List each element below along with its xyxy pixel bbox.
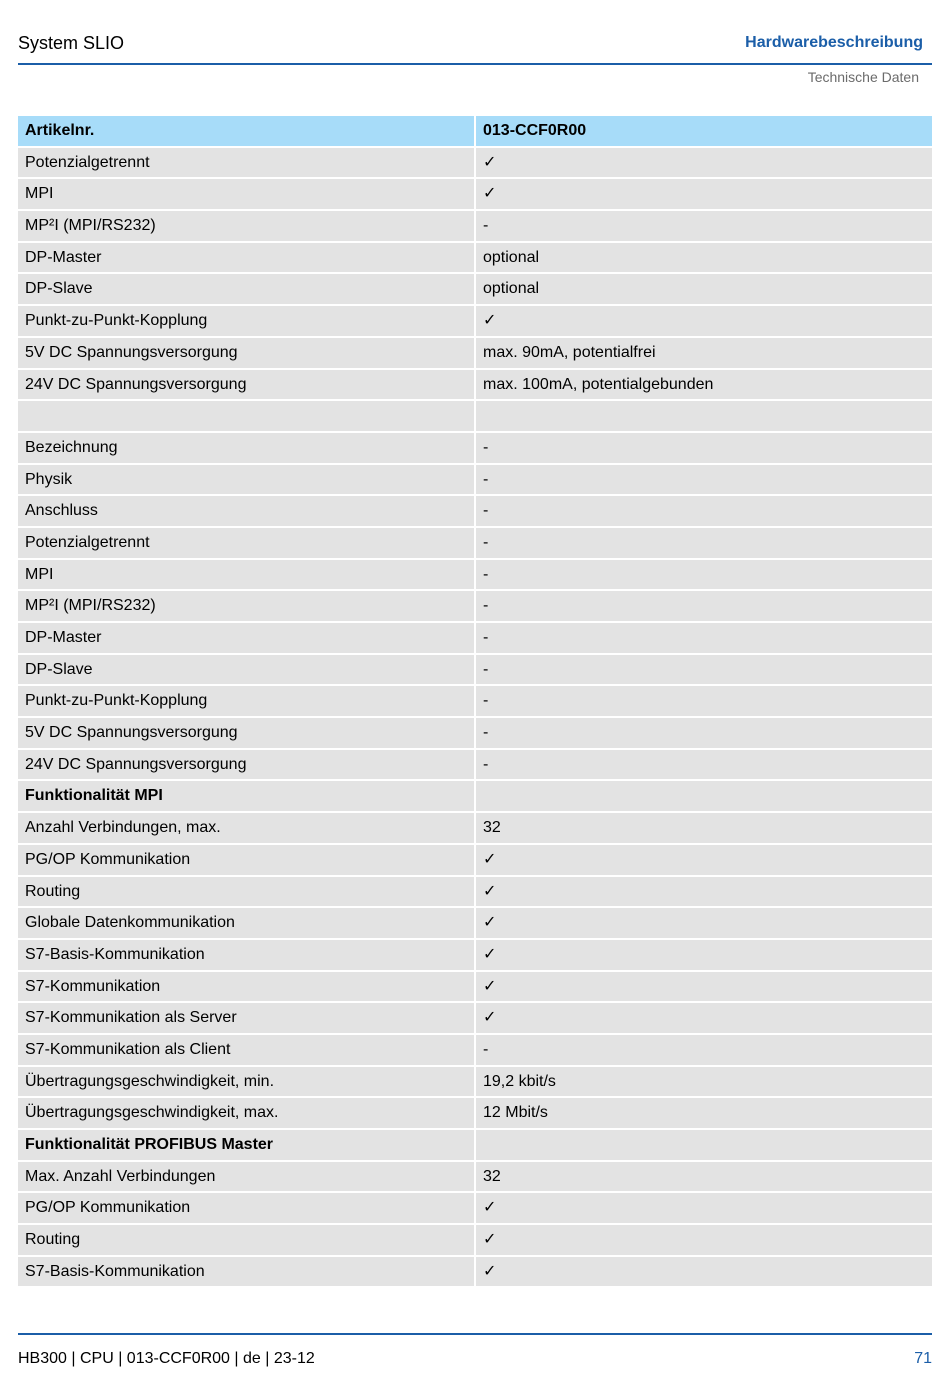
table-row <box>18 496 932 526</box>
table-row <box>18 1162 932 1192</box>
table-cell-value: ✓ <box>476 179 932 209</box>
table-cell-value: 12 Mbit/s <box>476 1098 932 1128</box>
table-cell-label: MP²I (MPI/RS232) <box>18 591 474 621</box>
footer-page-number: 71 <box>914 1350 932 1367</box>
table-row <box>18 940 932 970</box>
table-cell-label: MP²I (MPI/RS232) <box>18 211 474 241</box>
table-cell-value: - <box>476 496 932 526</box>
table-cell-value: ✓ <box>476 148 932 178</box>
table-row <box>18 148 932 178</box>
table-cell-value: - <box>476 211 932 241</box>
table-cell-value: ✓ <box>476 908 932 938</box>
table-row <box>18 338 932 368</box>
table-cell-value: max. 90mA, potentialfrei <box>476 338 932 368</box>
table-cell-label: Übertragungsgeschwindigkeit, min. <box>18 1067 474 1097</box>
table-row <box>18 655 932 685</box>
table-cell-value: ✓ <box>476 845 932 875</box>
table-cell-label: Anschluss <box>18 496 474 526</box>
table-cell-label: DP-Master <box>18 623 474 653</box>
table-cell-value: ✓ <box>476 1225 932 1255</box>
table-row <box>18 274 932 304</box>
table-row <box>18 179 932 209</box>
header-divider <box>18 63 932 65</box>
table-row <box>18 750 932 780</box>
table-cell-label: Funktionalität PROFIBUS Master <box>18 1130 474 1160</box>
table-cell-value <box>476 781 932 811</box>
table-cell-label: S7-Basis-Kommunikation <box>18 940 474 970</box>
table-cell-value: ✓ <box>476 306 932 336</box>
table-cell-value: - <box>476 560 932 590</box>
table-cell-value <box>476 1130 932 1160</box>
table-cell-label: Punkt-zu-Punkt-Kopplung <box>18 686 474 716</box>
table-row <box>18 243 932 273</box>
table-section-row <box>18 781 932 811</box>
table-cell-value: max. 100mA, potentialgebunden <box>476 370 932 400</box>
table-cell-value: 013-CCF0R00 <box>476 116 932 146</box>
table-cell-label: 24V DC Spannungsversorgung <box>18 370 474 400</box>
table-cell-label: Funktionalität MPI <box>18 781 474 811</box>
table-cell-value: - <box>476 465 932 495</box>
table-cell-value: - <box>476 433 932 463</box>
table-cell-value: - <box>476 623 932 653</box>
table-row <box>18 401 932 431</box>
table-cell-label: Artikelnr. <box>18 116 474 146</box>
table-cell-label: S7-Kommunikation <box>18 972 474 1002</box>
table-row <box>18 560 932 590</box>
table-cell-value: - <box>476 655 932 685</box>
table-cell-value: ✓ <box>476 1003 932 1033</box>
table-cell-label: PG/OP Kommunikation <box>18 1193 474 1223</box>
table-row <box>18 1193 932 1223</box>
table-row <box>18 1003 932 1033</box>
table-header-row <box>18 116 932 146</box>
header-chapter-title: Hardwarebeschreibung <box>745 34 923 51</box>
table-cell-label: 5V DC Spannungsversorgung <box>18 718 474 748</box>
table-row <box>18 1067 932 1097</box>
table-cell-label: MPI <box>18 560 474 590</box>
table-cell-label: DP-Slave <box>18 274 474 304</box>
table-cell-label: Physik <box>18 465 474 495</box>
table-row <box>18 1035 932 1065</box>
table-row <box>18 528 932 558</box>
table-cell-label: S7-Kommunikation als Client <box>18 1035 474 1065</box>
table-cell-value <box>476 401 932 431</box>
table-cell-value: ✓ <box>476 877 932 907</box>
table-row <box>18 211 932 241</box>
table-row <box>18 718 932 748</box>
table-row <box>18 877 932 907</box>
table-cell-label: Übertragungsgeschwindigkeit, max. <box>18 1098 474 1128</box>
table-row <box>18 845 932 875</box>
table-cell-label: PG/OP Kommunikation <box>18 845 474 875</box>
table-cell-value: - <box>476 591 932 621</box>
table-row <box>18 433 932 463</box>
table-row <box>18 370 932 400</box>
technical-data-table <box>18 116 932 1288</box>
table-row <box>18 813 932 843</box>
table-cell-value: - <box>476 528 932 558</box>
table-cell-value: ✓ <box>476 1193 932 1223</box>
table-cell-label: Globale Datenkommunikation <box>18 908 474 938</box>
table-cell-label: MPI <box>18 179 474 209</box>
table-cell-label: S7-Basis-Kommunikation <box>18 1257 474 1287</box>
table-cell-value: 32 <box>476 1162 932 1192</box>
table-cell-label: Routing <box>18 877 474 907</box>
footer-divider <box>18 1333 932 1335</box>
table-cell-value: - <box>476 1035 932 1065</box>
table-cell-value: 32 <box>476 813 932 843</box>
table-cell-value: ✓ <box>476 1257 932 1287</box>
table-cell-value: ✓ <box>476 940 932 970</box>
table-cell-value: - <box>476 718 932 748</box>
table-row <box>18 972 932 1002</box>
header-section-title: Technische Daten <box>807 69 919 85</box>
table-cell-label: Punkt-zu-Punkt-Kopplung <box>18 306 474 336</box>
table-cell-label: Potenzialgetrennt <box>18 148 474 178</box>
table-row <box>18 591 932 621</box>
table-row <box>18 306 932 336</box>
table-row <box>18 465 932 495</box>
table-cell-label: Routing <box>18 1225 474 1255</box>
table-cell-label: S7-Kommunikation als Server <box>18 1003 474 1033</box>
table-cell-value: - <box>476 750 932 780</box>
table-cell-value: optional <box>476 243 932 273</box>
table-cell-label: Max. Anzahl Verbindungen <box>18 1162 474 1192</box>
table-cell-label: 5V DC Spannungsversorgung <box>18 338 474 368</box>
table-cell-label: Bezeichnung <box>18 433 474 463</box>
table-cell-label <box>18 401 474 431</box>
table-cell-value: 19,2 kbit/s <box>476 1067 932 1097</box>
footer-document-info: HB300 | CPU | 013-CCF0R00 | de | 23-12 <box>18 1350 315 1367</box>
table-cell-label: DP-Master <box>18 243 474 273</box>
table-cell-label: 24V DC Spannungsversorgung <box>18 750 474 780</box>
table-row <box>18 1257 932 1287</box>
table-row <box>18 623 932 653</box>
table-cell-value: - <box>476 686 932 716</box>
table-cell-label: Potenzialgetrennt <box>18 528 474 558</box>
table-cell-label: Anzahl Verbindungen, max. <box>18 813 474 843</box>
table-cell-value: ✓ <box>476 972 932 1002</box>
table-cell-value: optional <box>476 274 932 304</box>
table-row <box>18 908 932 938</box>
table-row <box>18 1225 932 1255</box>
table-section-row <box>18 1130 932 1160</box>
table-row <box>18 686 932 716</box>
table-cell-label: DP-Slave <box>18 655 474 685</box>
header-product-name: System SLIO <box>18 33 125 53</box>
table-row <box>18 1098 932 1128</box>
